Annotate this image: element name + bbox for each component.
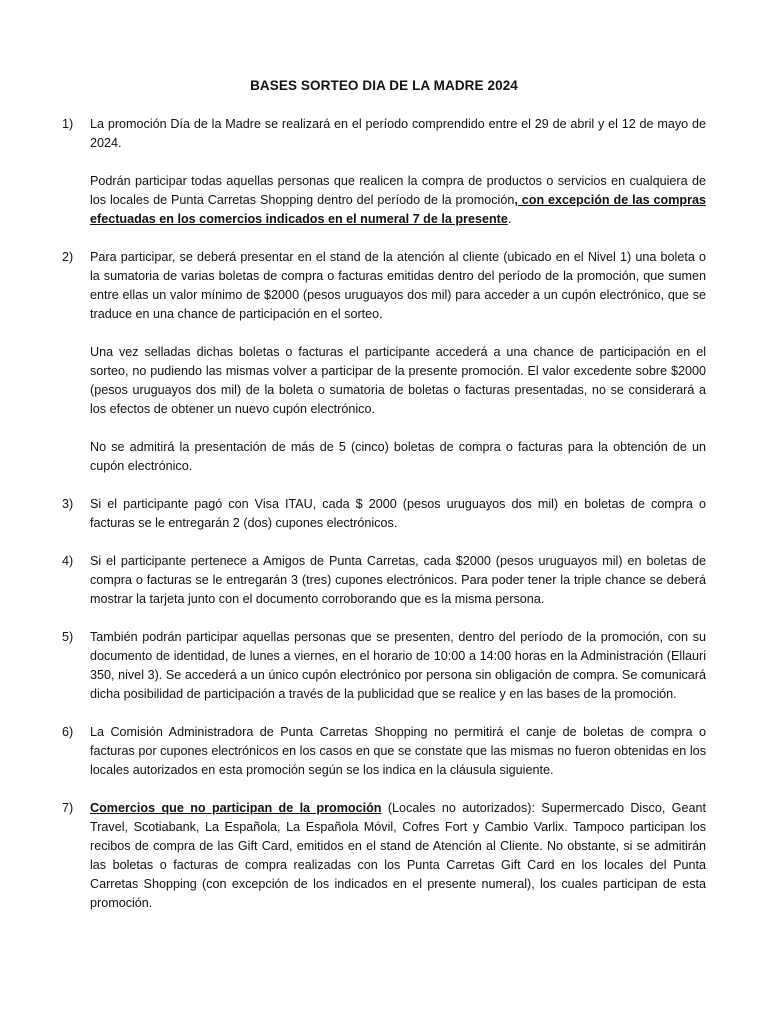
clause-text: (Locales no autorizados): Supermercado Disco, Geant Travel, Scotiabank, La Española, La Española Móvil, Cofres Fort y Cambio Varlix. Tampoco participan los recibos de compra de las Gift Card, emitidos en el stand de Atención al Cliente. No obstante, si se admitirán las boletas o facturas de compra realizadas con los Punta Carretas Gift Card en los locales del Punta Carretas Shopping (con excepción de los indicados en el presente numeral), los cuales participan de esta promoción. — [90, 801, 706, 910]
clause-number: 1) — [62, 117, 74, 131]
clause-paragraph — [90, 172, 706, 229]
clause-paragraph: También podrán participar aquellas personas que se presenten, dentro del período de la promoción, con su documento de identidad, de lunes a viernes, en el horario de 10:00 a 14:00 horas en la Administración (Ellauri 350, nivel 3). Se accederá a un único cupón electrónico por persona sin obligación de compra. Se comunicará dicha posibilidad de participación a través de la publicidad que se realice y en las bases de la promoción. — [90, 630, 706, 701]
clause-body — [90, 248, 706, 476]
clause-paragraph: Si el participante pertenece a Amigos de Punta Carretas, cada $2000 (pesos uruguayos mil) en boletas de compra o facturas se le entregarán 3 (tres) cupones electrónicos. Para poder tener la triple chance se deberá mostrar la tarjeta junto con el documento corroborando que es la misma persona. — [90, 554, 706, 606]
clause-body — [90, 115, 706, 229]
clause-body — [90, 799, 706, 913]
clause-number: 3) — [62, 497, 74, 511]
clause-5 — [62, 628, 706, 704]
clause-body — [90, 723, 706, 780]
clause-text: . — [507, 212, 512, 226]
clause-body — [90, 552, 706, 609]
clause-paragraph: Una vez selladas dichas boletas o facturas el participante accederá a una chance de participación en el sorteo, no pudiendo las mismas volver a participar de la presente promoción. El valor excedente sobre $2000 (pesos uruguayos dos mil) de la boleta o sumatoria de boletas o facturas presentadas, no se considerará a los efectos de obtener un nuevo cupón electrónico. — [90, 345, 706, 416]
clause-number: 7) — [62, 801, 74, 815]
document-title: BASES SORTEO DIA DE LA MADRE 2024 — [250, 78, 518, 93]
clause-emphasis: , con excepción de las compras efectuadas en los comercios indicados en el numeral 7 de la presente — [90, 193, 706, 226]
clause-paragraph: No se admitirá la presentación de más de 5 (cinco) boletas de compra o facturas para la obtención de un cupón electrónico. — [90, 440, 706, 473]
clause-emphasis: Comercios que no participan de la promoción — [90, 801, 382, 815]
clause-4 — [62, 552, 706, 609]
clause-number: 5) — [62, 630, 74, 644]
clause-paragraph: La Comisión Administradora de Punta Carretas Shopping no permitirá el canje de boletas de compra o facturas por cupones electrónicos en los casos en que se constate que las mismas no fueron obtenidas en los locales autorizados en esta promoción según se los indica en la cláusula siguiente. — [90, 725, 706, 777]
clause-number: 4) — [62, 554, 74, 568]
clause-text: Podrán participar todas aquellas personas que realicen la compra de productos o servicios en cualquiera de los locales de Punta Carretas Shopping dentro del período de la promoción — [90, 174, 706, 207]
clause-7 — [62, 799, 706, 913]
clause-1 — [62, 115, 706, 229]
clause-paragraph: La promoción Día de la Madre se realizará en el período comprendido entre el 29 de abril y el 12 de mayo de 2024. — [90, 117, 706, 150]
clause-2 — [62, 248, 706, 476]
clause-number: 2) — [62, 250, 74, 264]
clause-6 — [62, 723, 706, 780]
clause-3 — [62, 495, 706, 533]
clause-paragraph: Si el participante pagó con Visa ITAU, cada $ 2000 (pesos uruguayos dos mil) en boletas de compra o facturas se le entregarán 2 (dos) cupones electrónicos. — [90, 497, 706, 530]
clause-body — [90, 628, 706, 704]
clause-paragraph: Para participar, se deberá presentar en el stand de la atención al cliente (ubicado en el Nivel 1) una boleta o la sumatoria de varias boletas de compra o facturas emitidas dentro del período de la promoción, que sumen entre ellas un valor mínimo de $2000 (pesos uruguayos dos mil) para acceder a un cupón electrónico, que se traduce en una chance de participación en el sorteo. — [90, 250, 706, 321]
clause-paragraph — [90, 799, 706, 913]
clause-number: 6) — [62, 725, 74, 739]
clause-body — [90, 495, 706, 533]
